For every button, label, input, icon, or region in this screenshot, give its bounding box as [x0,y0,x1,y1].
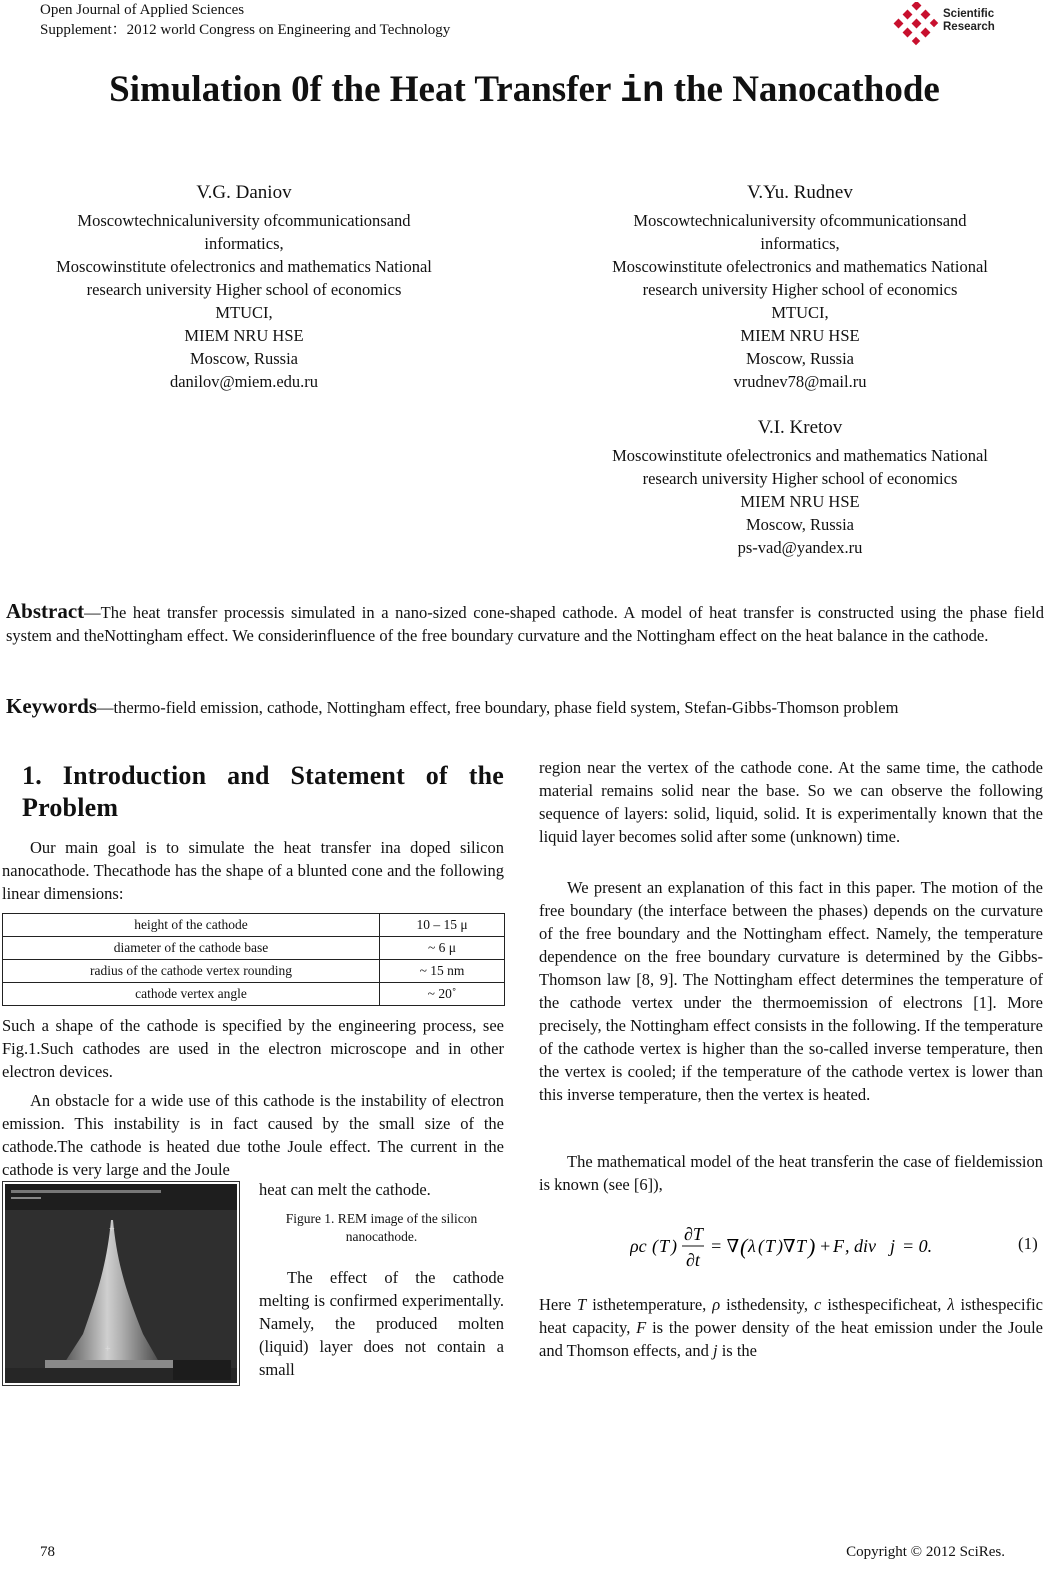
author-email[interactable]: danilov@miem.edu.ru [169,372,319,391]
abstract-label: Abstract [6,599,85,623]
svg-text:(: ( [740,1234,748,1259]
author-location: Moscow, Russia [189,349,298,368]
author-affiliation: informatics, [760,234,840,253]
svg-text:T: T [765,1236,776,1256]
author-affiliation: informatics, [204,234,284,253]
author-affiliation: Moscowinstitute ofelectronics and mathematics National [56,257,432,276]
author-affiliation: MIEM NRU HSE [740,326,860,345]
author-affiliation: MIEM NRU HSE [740,492,860,511]
svg-text:T: T [659,1236,670,1256]
author-location: Moscow, Russia [745,515,854,534]
text-run: is the [717,1341,757,1360]
svg-text:, div: , div [845,1236,876,1256]
text-run: isthespecific heat capacity, [539,1295,1043,1337]
symbol-j: j [712,1341,718,1360]
paragraph [539,1293,1043,1362]
author-name: V.Yu. Rudnev [747,182,853,203]
nanocathode-image [5,1184,237,1383]
keywords-text: —thermo-field emission, cathode, Nottingham effect, free boundary, phase field system, Stefan-Gibbs-Thomson problem [97,698,899,717]
paragraph: region near the vertex of the cathode cone. At the same time, the cathode material remains solid near the base. So we can observe the following sequence of layers: solid, liquid, solid. It is experimentally known that the liquid layer becomes solid after some (unknown) time. [539,758,1043,846]
symbol-T: T [577,1295,587,1314]
heat-equation [630,1220,1049,1276]
svg-text:(: ( [652,1236,658,1256]
author-affiliation: MIEM NRU HSE [184,326,304,345]
journal-name: Open Journal of Applied Sciences [40,2,245,18]
text-run: isthetemperature, [586,1295,713,1314]
author-affiliation: research university Higher school of economics [642,280,958,299]
author-name: V.G. Daniov [196,182,292,203]
paragraph: An obstacle for a wide use of this cathode is the instability of electron emission. This instability is in fact caused by the small size of the cathode.The cathode is heated due tothe Joule effect. The current in the cathode is very large and the Joule [2,1091,504,1179]
author-affiliation: Moscowinstitute ofelectronics and mathematics National [612,257,988,276]
table-cell-label: height of the cathode [3,914,380,937]
table-row [3,960,505,983]
author-affiliation: Moscowinstitute ofelectronics and mathematics National [612,446,988,465]
table-row [3,983,505,1006]
equation-1 [630,1220,1049,1276]
journal-header [40,0,450,40]
svg-text:+: + [819,1236,832,1256]
svg-text:)∇: )∇ [777,1236,796,1256]
paragraph: The effect of the cathode melting is confirmed experimentally. Namely, the produced molten (liquid) layer does not contain a small [259,1268,504,1379]
symbol-c: c [814,1295,822,1314]
title-part2: in [619,71,665,113]
symbol-lambda: λ [947,1295,955,1314]
table-cell-label: cathode vertex angle [3,983,380,1006]
author-affiliation: Moscowtechnicaluniversity ofcommunicationsand [633,211,967,230]
table-cell-label: diameter of the cathode base [3,937,380,960]
svg-text:ρc: ρc [630,1236,647,1256]
table-cell-label: radius of the cathode vertex rounding [3,960,380,983]
text-run: isthespecificheat, [821,1295,948,1314]
table-cell-value: 10 – 15 μ [380,914,505,937]
sem-image [5,1184,237,1383]
svg-text:= 0.: = 0. [902,1236,933,1256]
paragraph: Our main goal is to simulate the heat transfer ina doped silicon nanocathode. Thecathode has the shape of a blunted cone and the following linear dimensions: [2,838,504,903]
svg-text:): ) [808,1234,816,1259]
page-number: 78 [40,1544,55,1560]
logo-line2: Research [943,21,995,33]
text-run: is the power density of the heat emission under the Joule and Thomson effects, and [539,1318,1043,1360]
svg-text:): ) [671,1236,677,1256]
author-affiliation: research university Higher school of economics [642,469,958,488]
paper-title [0,66,1049,116]
author-block-3 [556,415,1044,559]
table-row [3,914,505,937]
text-run: Here [539,1295,578,1314]
svg-text:+: + [105,1344,111,1355]
equation-number: (1) [1018,1234,1038,1253]
table-cell-value: ~ 6 μ [380,937,505,960]
svg-text:∂t: ∂t [686,1250,700,1270]
author-affiliation: Moscowtechnicaluniversity ofcommunicationsand [77,211,411,230]
table-cell-value: ~ 20˚ [380,983,505,1006]
text-run: isthedensity, [720,1295,815,1314]
keywords-label: Keywords [6,694,97,718]
svg-text:∂T: ∂T [684,1224,703,1244]
svg-text:j: j [890,1236,896,1256]
logo-line1: Scientific [943,8,995,20]
figure-1 [2,1181,240,1386]
symbol-rho: ρ [712,1295,721,1314]
author-block-2 [556,180,1044,393]
author-block-1 [0,180,488,393]
copyright: Copyright © 2012 SciRes. [846,1544,1005,1560]
section-heading: 1. Introduction and Statement of the Problem [22,761,504,822]
title-part1: Simulation 0f the Heat Transfer [109,69,620,110]
author-email[interactable]: ps-vad@yandex.ru [737,538,863,557]
paragraph: The mathematical model of the heat transferin the case of fieldemission is known (see [6]), [539,1152,1043,1194]
dimensions-table [2,913,505,1006]
table-cell-value: ~ 15 nm [380,960,505,983]
author-name: V.I. Kretov [757,417,843,438]
svg-text:+: + [109,1224,115,1235]
svg-text:λ: λ [748,1236,756,1256]
table-row [3,937,505,960]
scirp-logo-icon [893,2,939,46]
author-location: Moscow, Russia [745,349,854,368]
svg-text:T: T [796,1236,807,1256]
svg-text:(: ( [758,1236,764,1256]
journal-supplement: Supplement：2012 world Congress on Engineering and Technology [40,22,451,38]
symbol-F: F [636,1318,647,1337]
paragraph-continuation: heat can melt the cathode. [259,1180,431,1199]
svg-text:= ∇: = ∇ [710,1236,740,1256]
author-email[interactable]: vrudnev78@mail.ru [733,372,867,391]
title-part3: the Nanocathode [664,69,940,110]
abstract-text: —The heat transfer processis simulated in a nano-sized cone-shaped cathode. A model of heat transfer is constructed using the phase field system and theNottingham effect. We considerinfluence of the free boundary curvature and the Nottingham effect on the heat balance in the cathode. [6,603,1044,645]
paragraph: Such a shape of the cathode is specified by the engineering process, see Fig.1.Such cathodes are used in the electron microscope and in other electron devices. [2,1016,504,1081]
scirp-logo [893,2,1023,46]
paragraph: We present an explanation of this fact in this paper. The motion of the free boundary (the interface between the phases) depends on the curvature of the free boundary and the Nottingham effect. Namely, the temperature dependence on the free boundary curvature is determined by the Gibbs-Thomson law [8, 9]. The Nottingham effect determines the temperature of the cathode vertex under the thermoemission of electrons [1]. More precisely, the Nottingham effect consists in the following. If the temperature of the cathode vertex is higher than the so-called inverse temperature, then the vertex is cooled; if the temperature of the cathode vertex is lower than this inverse temperature, then the vertex is heated. [539,878,1043,1104]
keywords [6,695,1044,719]
figure-caption: Figure 1. REM image of the silicon nanocathode. [285,1211,478,1244]
author-affiliation: MTUCI, [215,303,273,322]
author-affiliation: MTUCI, [771,303,829,322]
author-affiliation: research university Higher school of economics [86,280,402,299]
abstract [6,600,1044,647]
svg-text:F: F [833,1236,844,1256]
